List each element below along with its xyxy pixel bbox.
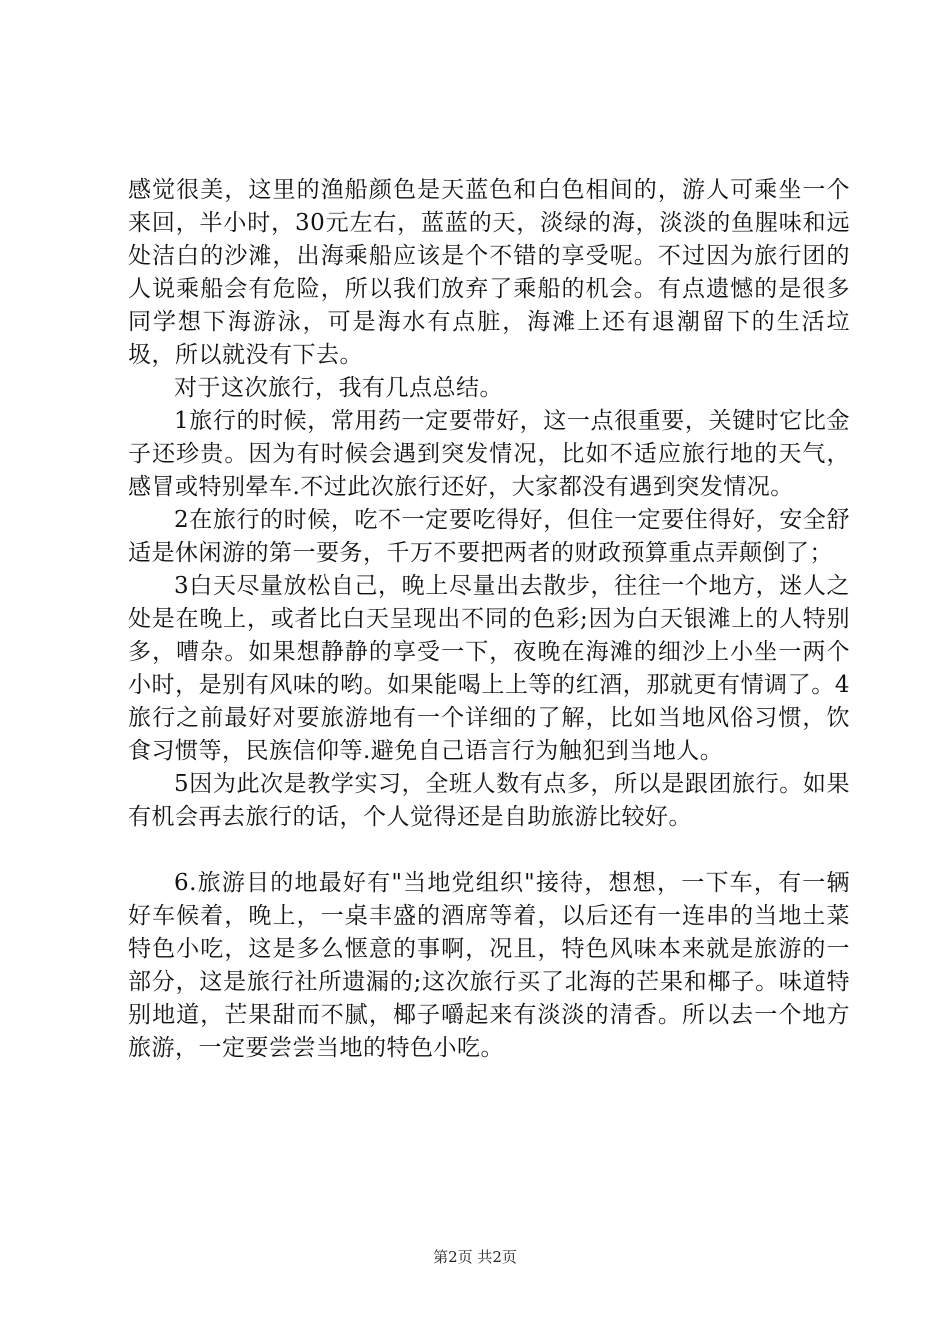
paragraph-sea-trip: 感觉很美，这里的渔船颜色是天蓝色和白色相间的，游人可乘坐一个来回，半小时，30元左右，蓝蓝的天，淡绿的海，淡淡的鱼腥味和远处洁白的沙滩，出海乘船应该是个不错的享受呢。不过因为旅行团的人说乘船会有危险，所以我们放弃了乘船的机会。有点遗憾的是很多同学想下海游泳，可是海水有点脏，海滩上还有退潮留下的生活垃圾，所以就没有下去。	[128, 177, 850, 368]
page-footer	[0, 1246, 950, 1267]
paragraph-point-3-4: 3白天尽量放松自己，晚上尽量出去散步，往往一个地方，迷人之处是在晚上，或者比白天呈现出不同的色彩;因为白天银滩上的人特别多，嘈杂。如果想静静的享受一下，夜晚在海滩的细沙上小坐一两个小时，是别有风味的哟。如果能喝上上等的红酒，那就更有情调了。4旅行之前最好对要旅游地有一个详细的了解，比如当地风俗习惯，饮食习惯等，民族信仰等.避免自己语言行为触犯到当地人。	[128, 573, 850, 764]
paragraph-point-5: 5因为此次是教学实习，全班人数有点多，所以是跟团旅行。如果有机会再去旅行的话，个人觉得还是自助旅游比较好。	[128, 771, 850, 830]
document-body	[128, 174, 850, 1065]
paragraph-point-2: 2在旅行的时候，吃不一定要吃得好，但住一定要住得好，安全舒适是休闲游的第一要务，千万不要把两者的财政预算重点弄颠倒了；	[128, 507, 850, 566]
paragraph-point-6: 6.旅游目的地最好有"当地党组织"接待，想想，一下车，有一辆好车候着，晚上，一桌丰盛的酒席等着，以后还有一连串的当地土菜特色小吃，这是多么惬意的事啊，况且，特色风味本来就是旅游的一部分，这是旅行社所遗漏的;这次旅行买了北海的芒果和椰子。味道特别地道，芒果甜而不腻，椰子嚼起来有淡淡的清香。所以去一个地方旅游，一定要尝尝当地的特色小吃。	[128, 870, 850, 1061]
paragraph-summary-intro: 对于这次旅行，我有几点总结。	[174, 375, 503, 401]
paragraph-point-1: 1旅行的时候，常用药一定要带好，这一点很重要，关键时它比金子还珍贵。因为有时候会遇到突发情况，比如不适应旅行地的天气，感冒或特别晕车.不过此次旅行还好，大家都没有遇到突发情况。	[128, 408, 850, 500]
page-number: 第2页 共2页	[433, 1248, 517, 1266]
